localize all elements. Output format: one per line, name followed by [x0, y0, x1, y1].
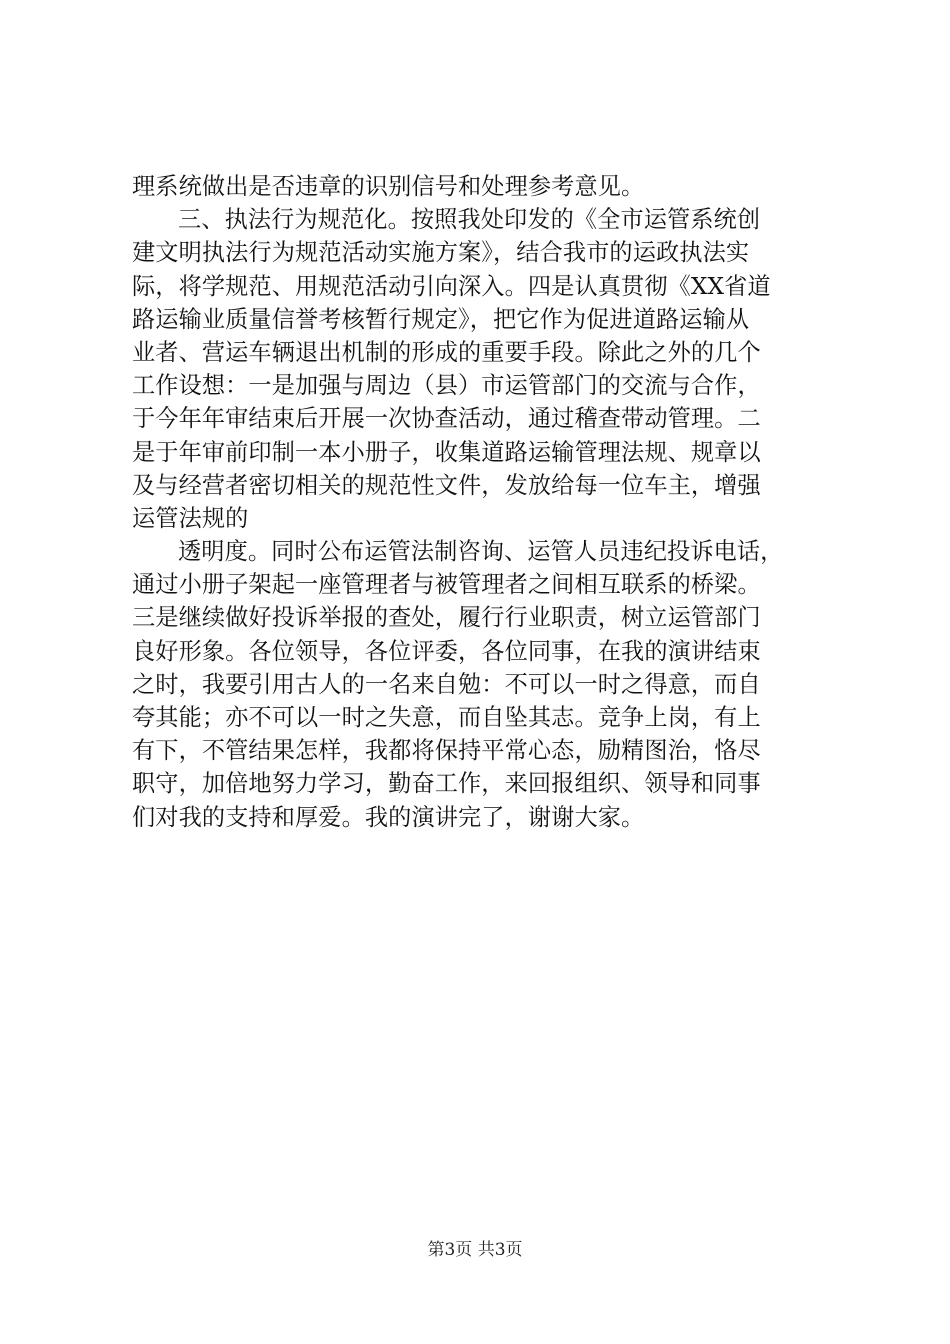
- text-line: 建文明执法行为规范活动实施方案》，结合我市的运政执法实: [132, 239, 750, 267]
- text-line: 理系统做出是否违章的识别信号和处理参考意见。: [132, 173, 645, 200]
- page-footer: [0, 1240, 950, 1260]
- text-line: 夸其能；亦不可以一时之失意，而自坠其志。竞争上岗，有上: [132, 704, 761, 731]
- text-line: 透明度。同时公布运管法制咨询、运管人员违纪投诉电话，: [178, 538, 784, 566]
- text-line: 之时，我要引用古人的一名来自勉：不可以一时之得意，而自: [132, 670, 761, 698]
- document-body: [132, 170, 832, 834]
- text-line: 路运输业质量信誉考核暂行规定》，把它作为促进道路运输从: [132, 305, 750, 333]
- text-line: 际，将学规范、用规范活动引向深入。四是认真贯彻《XX省道: [132, 272, 771, 300]
- page-number: 第3页 共3页: [427, 1240, 523, 1260]
- text-line: 良好形象。各位领导，各位评委，各位同事，在我的演讲结束: [132, 637, 761, 665]
- text-line: 是于年审前印制一本小册子，收集道路运输管理法规、规章以: [132, 438, 761, 466]
- text-line: 运管法规的: [132, 504, 249, 532]
- text-line: 三是继续做好投诉举报的查处，履行行业职责，树立运管部门: [132, 604, 761, 632]
- text-line: 业者、营运车辆退出机制的形成的重要手段。除此之外的几个: [132, 338, 761, 366]
- text-line: 有下，不管结果怎样，我都将保持平常心态，励精图治，恪尽: [132, 737, 761, 765]
- text-line: 于今年年审结束后开展一次协查活动，通过稽查带动管理。二: [132, 405, 761, 433]
- text-line: 工作设想：一是加强与周边（县）市运管部门的交流与合作，: [132, 372, 761, 400]
- text-line: 三、执法行为规范化。按照我处印发的《全市运管系统创: [178, 206, 761, 234]
- text-line: 通过小册子架起一座管理者与被管理者之间相互联系的桥梁。: [132, 571, 761, 599]
- text-line: 们对我的支持和厚爱。我的演讲完了，谢谢大家。: [132, 803, 645, 831]
- text-line: 职守，加倍地努力学习，勤奋工作，来回报组织、领导和同事: [132, 770, 761, 798]
- text-line: 及与经营者密切相关的规范性文件，发放给每一位车主，增强: [132, 471, 761, 499]
